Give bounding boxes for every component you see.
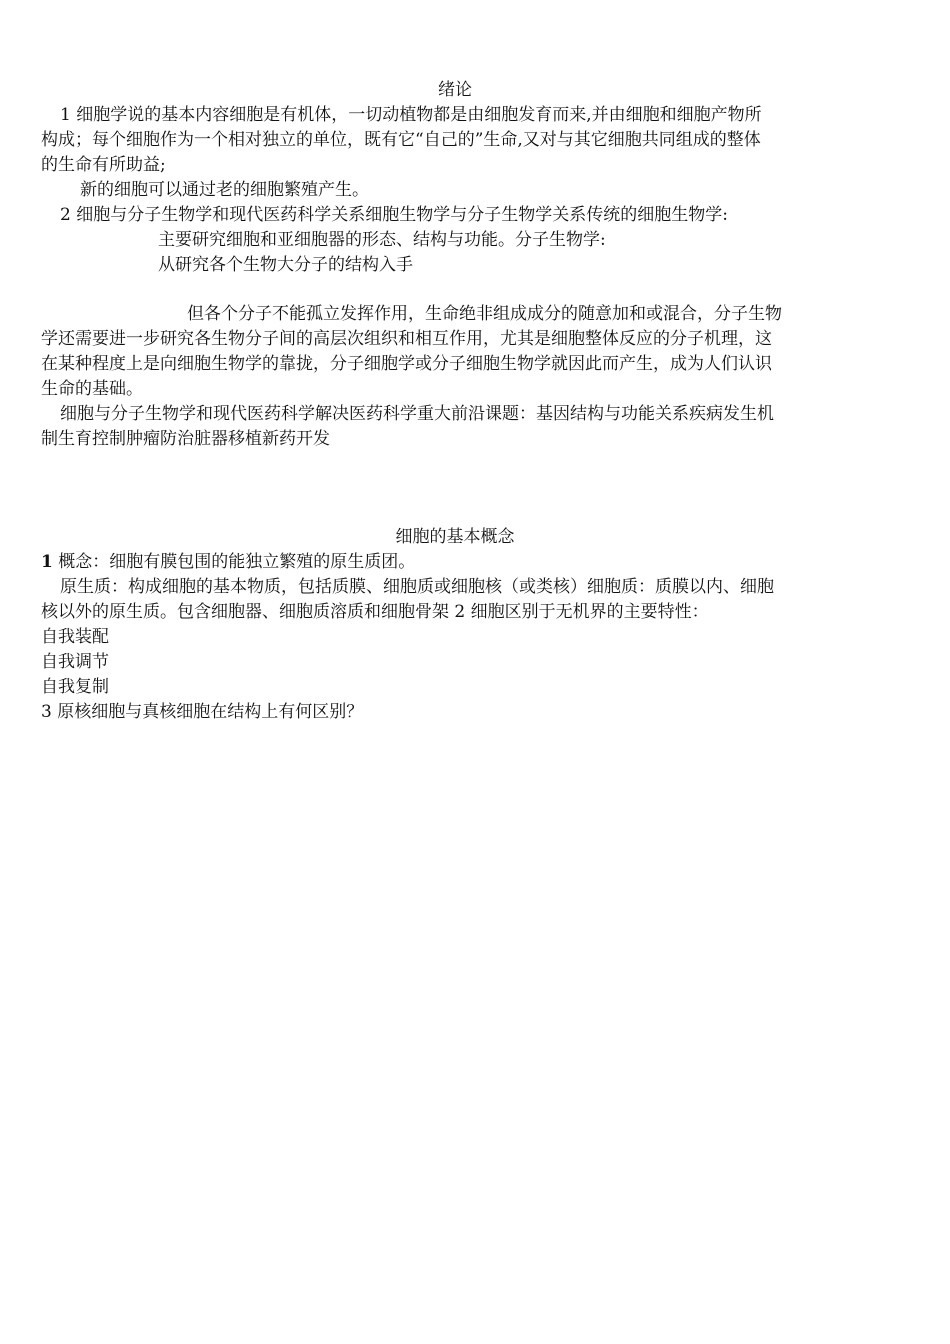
paragraph-cell-theory-line-3: 的生命有所助益;: [41, 155, 166, 175]
paragraph-main-research: 主要研究细胞和亚细胞器的形态、结构与功能。分子生物学:: [158, 230, 606, 250]
item-text: 概念：细胞有膜包围的能独立繁殖的原生质团。: [58, 552, 416, 572]
paragraph-molecular-line-4: 生命的基础。: [41, 379, 143, 399]
feature-self-assembly: 自我装配: [41, 627, 109, 647]
feature-self-regulation: 自我调节: [41, 652, 109, 672]
item-number: 1: [41, 552, 53, 572]
section-title-basic-concept: 细胞的基本概念: [395, 527, 515, 547]
feature-self-replication: 自我复制: [41, 677, 109, 697]
paragraph-frontier-line-1: 细胞与分子生物学和现代医药科学解决医药科学重大前沿课题：基因结构与功能关系疾病发生机: [60, 404, 774, 424]
paragraph-molecular-start: 从研究各个生物大分子的结构入手: [158, 255, 413, 275]
section-title-introduction: 绪论: [438, 80, 472, 100]
paragraph-relationship: 2 细胞与分子生物学和现代医药科学关系细胞生物学与分子生物学关系传统的细胞生物学:: [60, 205, 728, 225]
paragraph-frontier-line-2: 制生育控制肿瘤防治脏器移植新药开发: [41, 429, 330, 449]
paragraph-protoplasm-line-2: 核以外的原生质。包含细胞器、细胞质溶质和细胞骨架 2 细胞区别于无机界的主要特性：: [41, 602, 709, 622]
paragraph-cell-theory-line-2: 构成；每个细胞作为一个相对独立的单位，既有它“自己的”生命,又对与其它细胞共同组成的整体: [41, 130, 761, 150]
paragraph-cell-theory-line-1: 1 细胞学说的基本内容细胞是有机体，一切动植物都是由细胞发育而来,并由细胞和细胞产物所: [60, 105, 762, 125]
paragraph-protoplasm-line-1: 原生质：构成细胞的基本物质，包括质膜、细胞质或细胞核（或类核）细胞质：质膜以内、细胞: [60, 577, 774, 597]
paragraph-molecular-line-1: 但各个分子不能孤立发挥作用，生命绝非组成成分的随意加和或混合，分子生物: [187, 304, 782, 324]
paragraph-molecular-line-3: 在某种程度上是向细胞生物学的靠拢，分子细胞学或分子细胞生物学就因此而产生，成为人们认识: [41, 354, 772, 374]
concept-item-1: [41, 550, 415, 574]
paragraph-new-cells: 新的细胞可以通过老的细胞繁殖产生。: [80, 180, 369, 200]
question-3: 3 原核细胞与真核细胞在结构上有何区别？: [41, 702, 364, 722]
paragraph-molecular-line-2: 学还需要进一步研究各生物分子间的高层次组织和相互作用，尤其是细胞整体反应的分子机理，这: [41, 329, 772, 349]
